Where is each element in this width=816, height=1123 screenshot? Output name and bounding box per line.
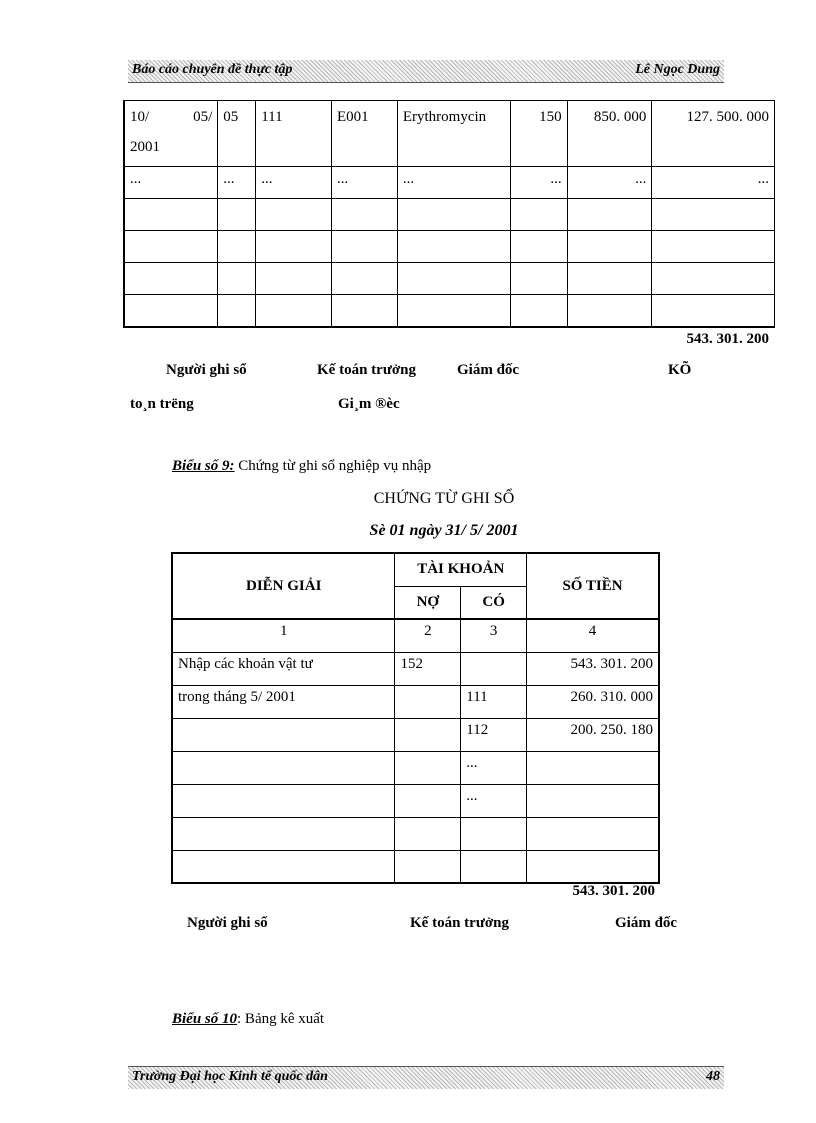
table-cell: ... xyxy=(510,167,567,199)
signature-recorder-2: Người ghi sổ xyxy=(187,915,268,931)
table-cell: E001 xyxy=(331,101,397,167)
table-row: 1 2 3 4 xyxy=(172,619,659,652)
table-row xyxy=(172,817,659,850)
header-report-title: Báo cáo chuyên đề thực tập xyxy=(132,62,293,77)
table-cell: 127. 500. 000 xyxy=(652,101,775,167)
caption-bieu-10: Biểu số 10: Bảng kê xuất xyxy=(172,1011,325,1027)
table-row xyxy=(124,167,775,199)
table-cell: 05 xyxy=(218,101,256,167)
caption-bieu-9: Biểu số 9: Chứng từ ghi sổ nghiệp vụ nhập xyxy=(172,458,432,474)
header-debit: NỢ xyxy=(395,586,461,619)
signature-chief-accountant: Kế toán trưởng xyxy=(317,362,416,378)
header-credit: CÓ xyxy=(461,586,527,619)
header-account: TÀI KHOẢN xyxy=(395,553,527,586)
table-cell: 150 xyxy=(510,101,567,167)
table-cell: ... xyxy=(124,167,218,199)
table-cell: 850. 000 xyxy=(567,101,652,167)
table-cell: ... xyxy=(567,167,652,199)
table-cell: ... xyxy=(218,167,256,199)
signature-garbled-1: KÕ xyxy=(668,362,692,378)
table-cell: ... xyxy=(256,167,332,199)
page-header xyxy=(128,60,724,83)
table-row: ... xyxy=(172,784,659,817)
table-row xyxy=(124,231,775,263)
ledger-total: 543. 301. 200 xyxy=(686,331,769,347)
signature-garbled-2: to¸n trëng xyxy=(130,396,194,412)
signature-director: Giám đốc xyxy=(457,362,520,378)
table-cell: ... xyxy=(331,167,397,199)
signature-recorder: Người ghi sổ xyxy=(166,362,247,378)
voucher-table xyxy=(171,552,660,884)
header-author: Lê Ngọc Dung xyxy=(635,62,720,77)
signature-garbled-3: Gi¸m ®èc xyxy=(338,396,400,412)
footer-university: Trường Đại học Kinh tế quốc dân xyxy=(132,1069,328,1084)
table-cell: ... xyxy=(397,167,510,199)
signature-director-2: Giám đốc xyxy=(615,915,678,931)
table-cell: ... xyxy=(652,167,775,199)
table-row: Nhập các khoản vật tư 152 543. 301. 200 xyxy=(172,652,659,685)
header-amount: SỐ TIỀN xyxy=(527,553,659,619)
table-row: ... xyxy=(172,751,659,784)
header-description: DIỄN GIẢI xyxy=(172,553,395,619)
voucher-total: 543. 301. 200 xyxy=(572,883,655,899)
table-row xyxy=(124,295,775,327)
page-number: 48 xyxy=(706,1069,720,1084)
signature-chief-accountant-2: Kế toán trưởng xyxy=(410,915,509,931)
table-cell: Erythromycin xyxy=(397,101,510,167)
table-cell-date: 10/ 05/ 2001 xyxy=(124,101,218,167)
table-row: 112 200. 250. 180 xyxy=(172,718,659,751)
table-cell: 111 xyxy=(256,101,332,167)
table-row xyxy=(124,101,775,167)
table-row xyxy=(124,199,775,231)
table-row xyxy=(124,263,775,295)
ledger-table xyxy=(123,100,775,328)
table-row xyxy=(172,850,659,883)
table-row: trong tháng 5/ 2001 111 260. 310. 000 xyxy=(172,685,659,718)
voucher-title: CHỨNG TỪ GHI SỔ xyxy=(373,490,515,507)
page-footer xyxy=(128,1066,724,1089)
voucher-subtitle: Sè 01 ngày 31/ 5/ 2001 xyxy=(369,522,519,539)
